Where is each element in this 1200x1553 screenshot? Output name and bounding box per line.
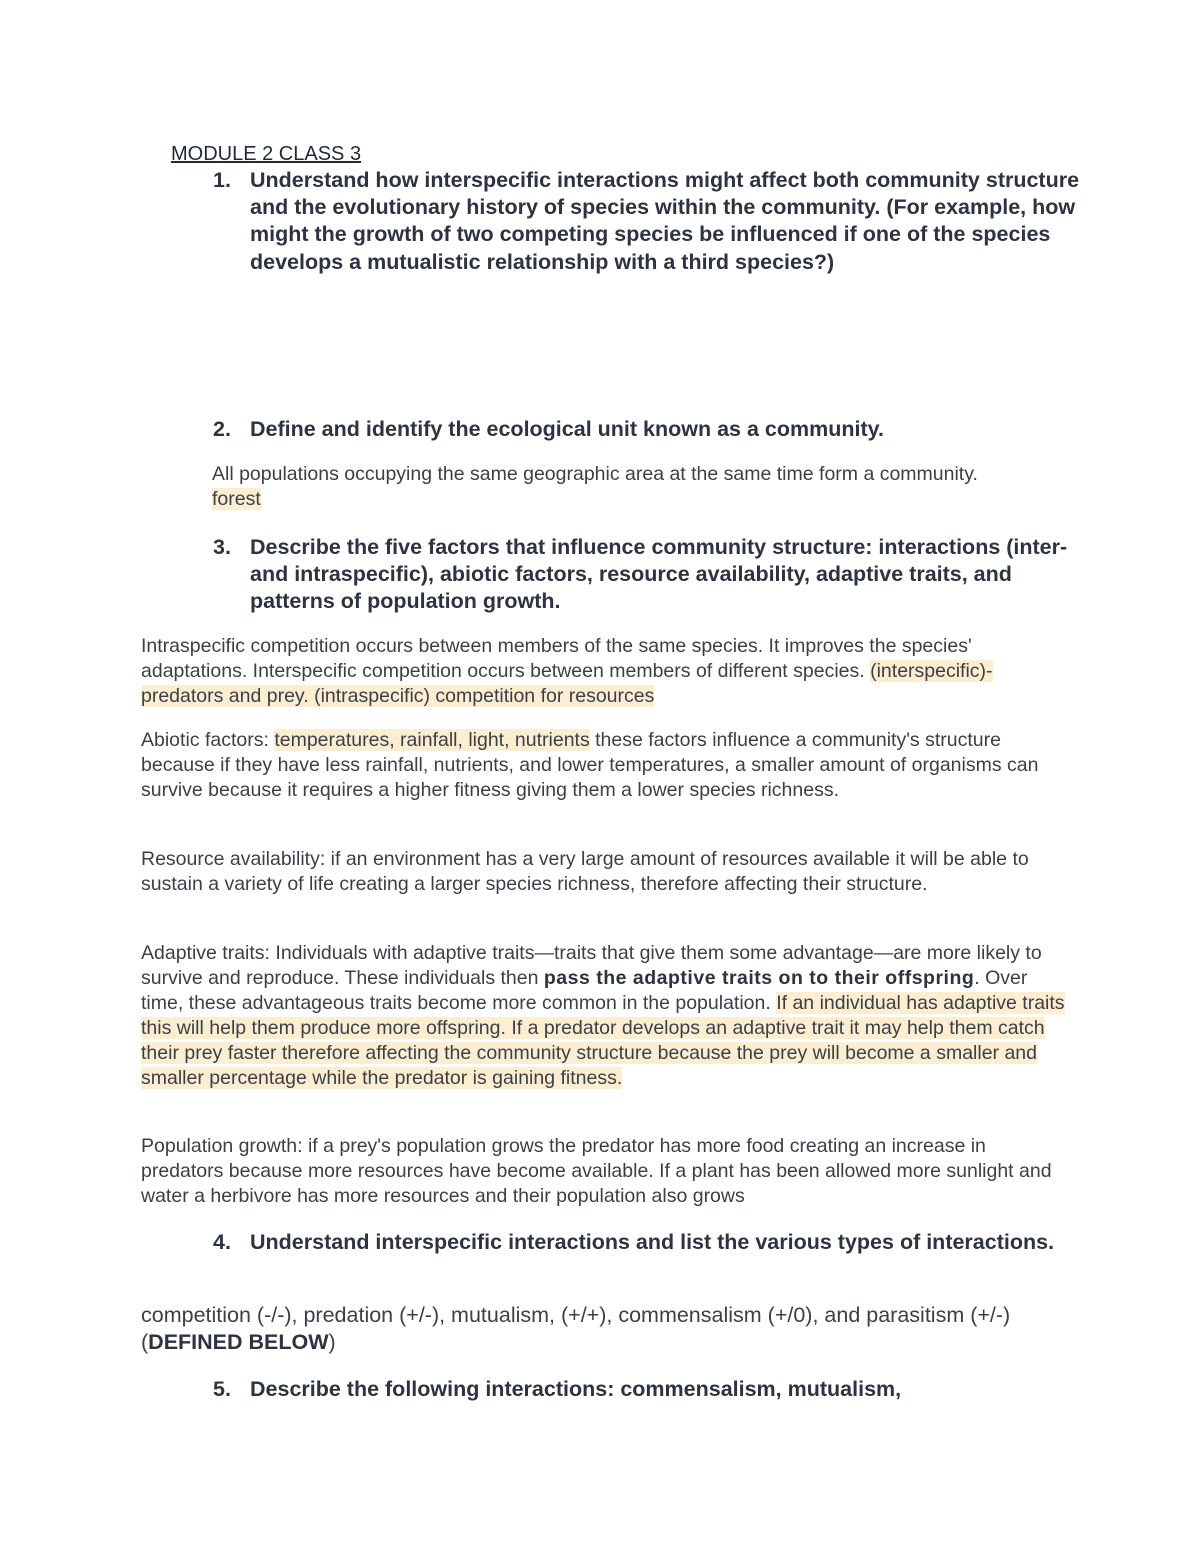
answer-3-adaptive — [141, 941, 1071, 1091]
question-3-text: Describe the five factors that influence community structure: interactions (inter- and intraspecific), abiotic factors, resource availability, adaptive traits, and patterns of population growth. — [250, 535, 1068, 614]
question-1-number: 1. — [213, 168, 231, 192]
question-1 — [213, 167, 1080, 276]
question-3-number: 3. — [213, 535, 231, 559]
adaptive-text-2: . Over time, these advantageous traits become more common in the population. — [141, 967, 1028, 1014]
question-2-text: Define and identify the ecological unit known as a community. — [250, 417, 884, 441]
question-2 — [213, 416, 1080, 443]
answer-3-growth — [141, 1134, 1071, 1209]
question-5 — [213, 1376, 1080, 1403]
answer-2-text: All populations occupying the same geographic area at the same time form a community. — [212, 463, 978, 485]
competition-text: Intraspecific competition occurs between members of the same species. It improves the species' adaptations. Interspecific competition occurs between members of different species. — [141, 635, 972, 682]
answer-4 — [141, 1302, 1071, 1356]
question-1-text: Understand how interspecific interactions might affect both community structure and the evolutionary history of species within the community. (For example, how might the growth of two competing species be influenced if one of the species develops a mutualistic relationship with a third species?) — [250, 168, 1080, 274]
question-3 — [213, 534, 1080, 616]
answer-3-resource — [141, 847, 1071, 897]
competition-highlight: (interspecific)-predators and prey. (intraspecific) competition for resources — [141, 660, 993, 707]
abiotic-text: these factors influence a community's structure because if they have less rainfall, nutrients, and lower temperatures, a smaller amount of organisms can survive because it requires a higher fitness giving them a lower species richness. — [141, 729, 1039, 801]
page-title: MODULE 2 CLASS 3 — [171, 143, 362, 165]
abiotic-label: Abiotic factors: — [141, 729, 275, 751]
answer-3-abiotic — [141, 728, 1071, 803]
answer-4-end: ) — [328, 1330, 336, 1354]
question-2-number: 2. — [213, 417, 231, 441]
abiotic-highlight: temperatures, rainfall, light, nutrients — [274, 729, 590, 751]
question-4 — [213, 1229, 1080, 1256]
question-5-text: Describe the following interactions: commensalism, mutualism, — [250, 1377, 902, 1401]
answer-2-highlight: forest — [212, 488, 261, 510]
adaptive-bold: pass the adaptive traits on to their offspring — [543, 967, 975, 989]
question-4-text: Understand interspecific interactions and list the various types of interactions. — [250, 1230, 1055, 1254]
answer-3-competition — [141, 634, 1071, 709]
resource-text: Resource availability: if an environment has a very large amount of resources available it will be able to sustain a variety of life creating a larger species richness, therefore affecting their structure. — [141, 848, 1029, 895]
adaptive-highlight: If an individual has adaptive traits this will help them produce more offspring. If a predator develops an adaptive trait it may help them catch their prey faster therefore affecting the community structure because the prey will become a smaller and smaller percentage while the predator is gaining fitness. — [141, 992, 1065, 1089]
adaptive-text-1: Adaptive traits: Individuals with adaptive traits—traits that give them some advantage—are more likely to survive and reproduce. These individuals then — [141, 942, 1042, 989]
question-5-number: 5. — [213, 1377, 231, 1401]
growth-text: Population growth: if a prey's population grows the predator has more food creating an increase in predators because more resources have become available. If a plant has been allowed more sunlight and water a herbivore has more resources and their population also grows — [141, 1135, 1052, 1207]
answer-4-bold: DEFINED BELOW — [148, 1330, 329, 1354]
question-4-number: 4. — [213, 1230, 231, 1254]
answer-4-text: competition (-/-), predation (+/-), mutualism, (+/+), commensalism (+/0), and parasitism (+/-) ( — [141, 1303, 1011, 1354]
answer-2 — [212, 462, 1082, 512]
